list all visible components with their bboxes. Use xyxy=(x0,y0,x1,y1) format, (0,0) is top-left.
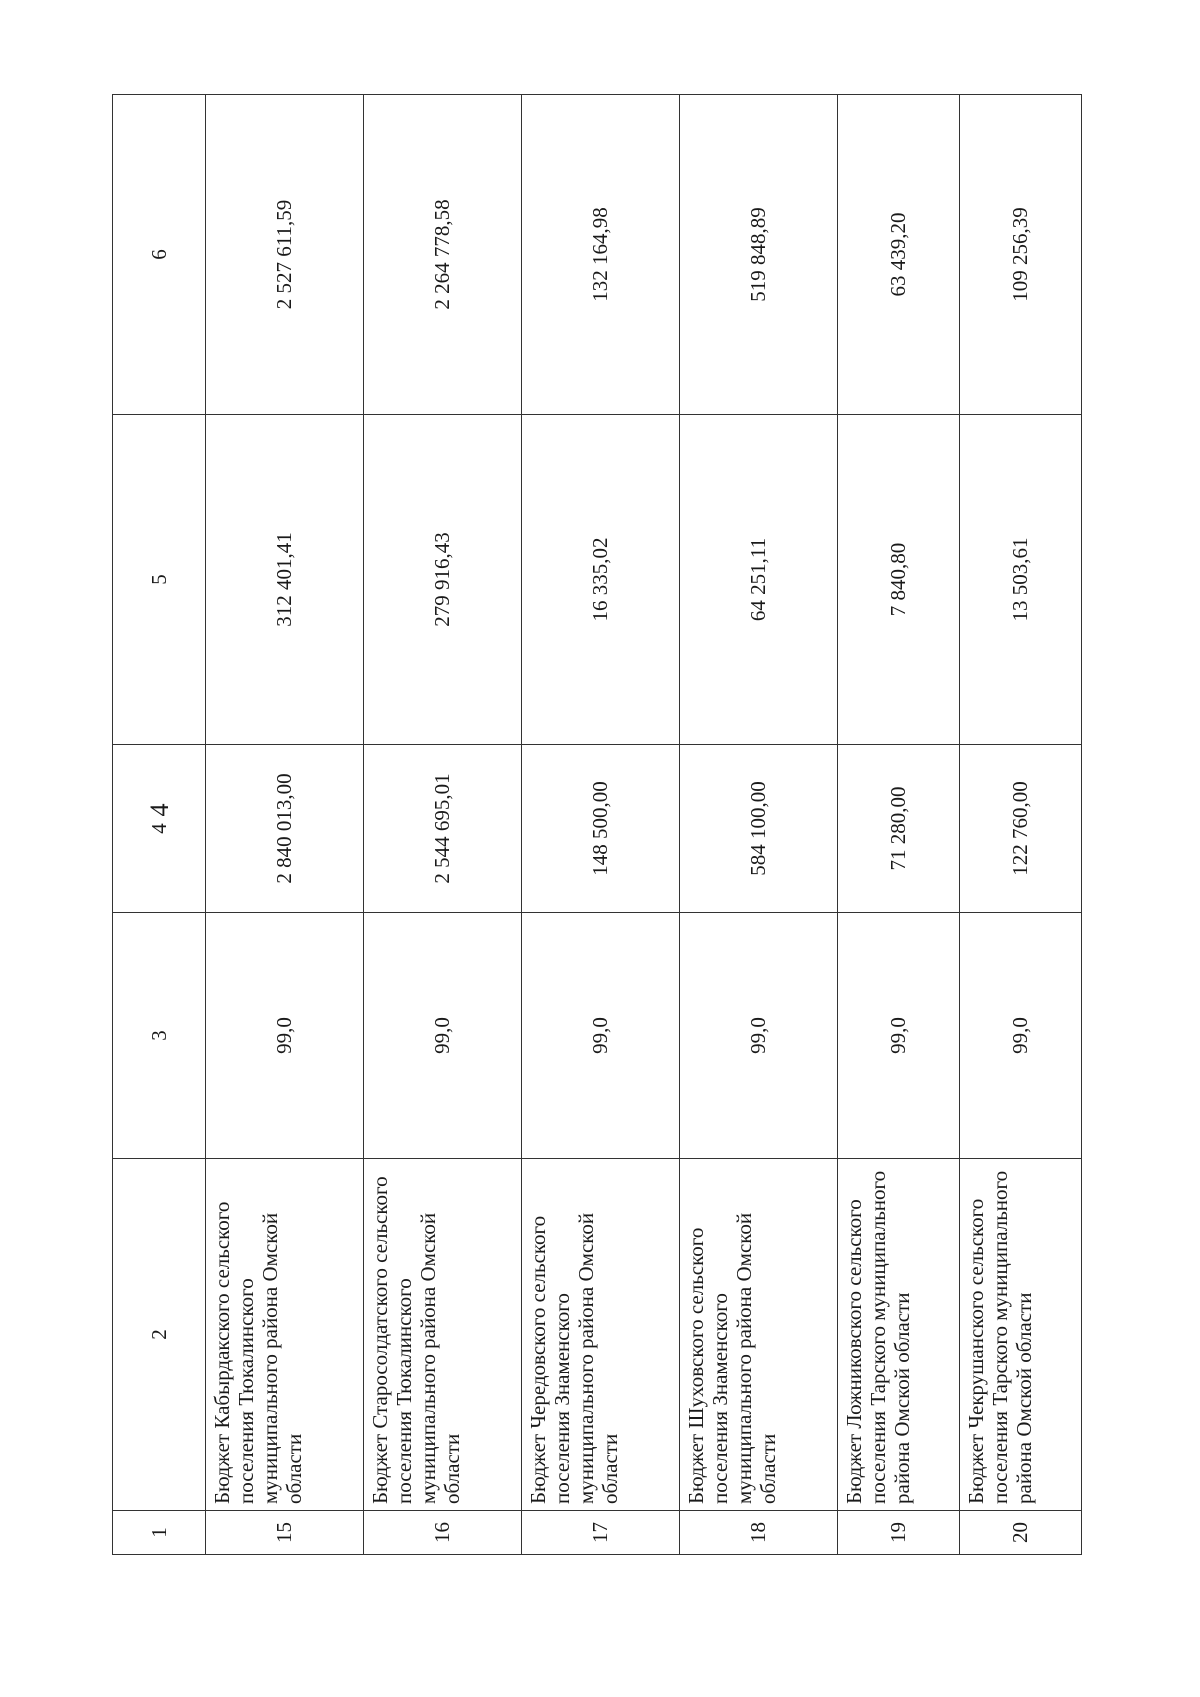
row-number: 19 xyxy=(838,1511,960,1555)
column-header-5: 5 xyxy=(113,415,206,745)
table-row xyxy=(680,95,838,1555)
budget-name: Бюджет Чередовского сельского поселения Знаменского муниципального района Омской области xyxy=(522,1159,680,1511)
budget-name: Бюджет Шуховского сельского поселения Знаменского муниципального района Омской области xyxy=(680,1159,838,1511)
page-number: 4 xyxy=(145,803,174,817)
cell-col4: 122 760,00 xyxy=(960,745,1082,913)
budget-name: Бюджет Ложниковского сельского поселения Тарского муниципального района Омской области xyxy=(838,1159,960,1511)
cell-col3: 99,0 xyxy=(680,913,838,1159)
cell-col4: 2 840 013,00 xyxy=(206,745,364,913)
cell-col5: 7 840,80 xyxy=(838,415,960,745)
budget-name: Бюджет Старосолдатского сельского поселения Тюкалинского муниципального района Омской области xyxy=(364,1159,522,1511)
budget-table xyxy=(112,94,1082,1555)
row-number: 17 xyxy=(522,1511,680,1555)
table-row xyxy=(206,95,364,1555)
cell-col3: 99,0 xyxy=(206,913,364,1159)
cell-col6: 2 527 611,59 xyxy=(206,95,364,415)
cell-col3: 99,0 xyxy=(522,913,680,1159)
cell-col4: 71 280,00 xyxy=(838,745,960,913)
column-header-1: 1 xyxy=(113,1511,206,1555)
column-header-6: 6 xyxy=(113,95,206,415)
header-row xyxy=(113,95,206,1555)
cell-col6: 132 164,98 xyxy=(522,95,680,415)
cell-col4: 148 500,00 xyxy=(522,745,680,913)
cell-col6: 2 264 778,58 xyxy=(364,95,522,415)
cell-col6: 63 439,20 xyxy=(838,95,960,415)
cell-col5: 16 335,02 xyxy=(522,415,680,745)
column-header-2: 2 xyxy=(113,1159,206,1511)
budget-name: Бюджет Чекрушанского сельского поселения Тарского муниципального района Омской области xyxy=(960,1159,1082,1511)
cell-col5: 64 251,11 xyxy=(680,415,838,745)
row-number: 15 xyxy=(206,1511,364,1555)
table-row xyxy=(960,95,1082,1555)
cell-col6: 109 256,39 xyxy=(960,95,1082,415)
column-header-3: 3 xyxy=(113,913,206,1159)
cell-col4: 584 100,00 xyxy=(680,745,838,913)
budget-name: Бюджет Кабырдакского сельского поселения Тюкалинского муниципального района Омской области xyxy=(206,1159,364,1511)
cell-col3: 99,0 xyxy=(960,913,1082,1159)
cell-col5: 13 503,61 xyxy=(960,415,1082,745)
column-header-4: 4 xyxy=(113,745,206,913)
budget-table-container xyxy=(112,95,1082,1555)
table-row xyxy=(522,95,680,1555)
row-number: 16 xyxy=(364,1511,522,1555)
cell-col5: 312 401,41 xyxy=(206,415,364,745)
cell-col6: 519 848,89 xyxy=(680,95,838,415)
cell-col4: 2 544 695,01 xyxy=(364,745,522,913)
row-number: 18 xyxy=(680,1511,838,1555)
table-row xyxy=(838,95,960,1555)
table-row xyxy=(364,95,522,1555)
cell-col5: 279 916,43 xyxy=(364,415,522,745)
cell-col3: 99,0 xyxy=(838,913,960,1159)
row-number: 20 xyxy=(960,1511,1082,1555)
cell-col3: 99,0 xyxy=(364,913,522,1159)
